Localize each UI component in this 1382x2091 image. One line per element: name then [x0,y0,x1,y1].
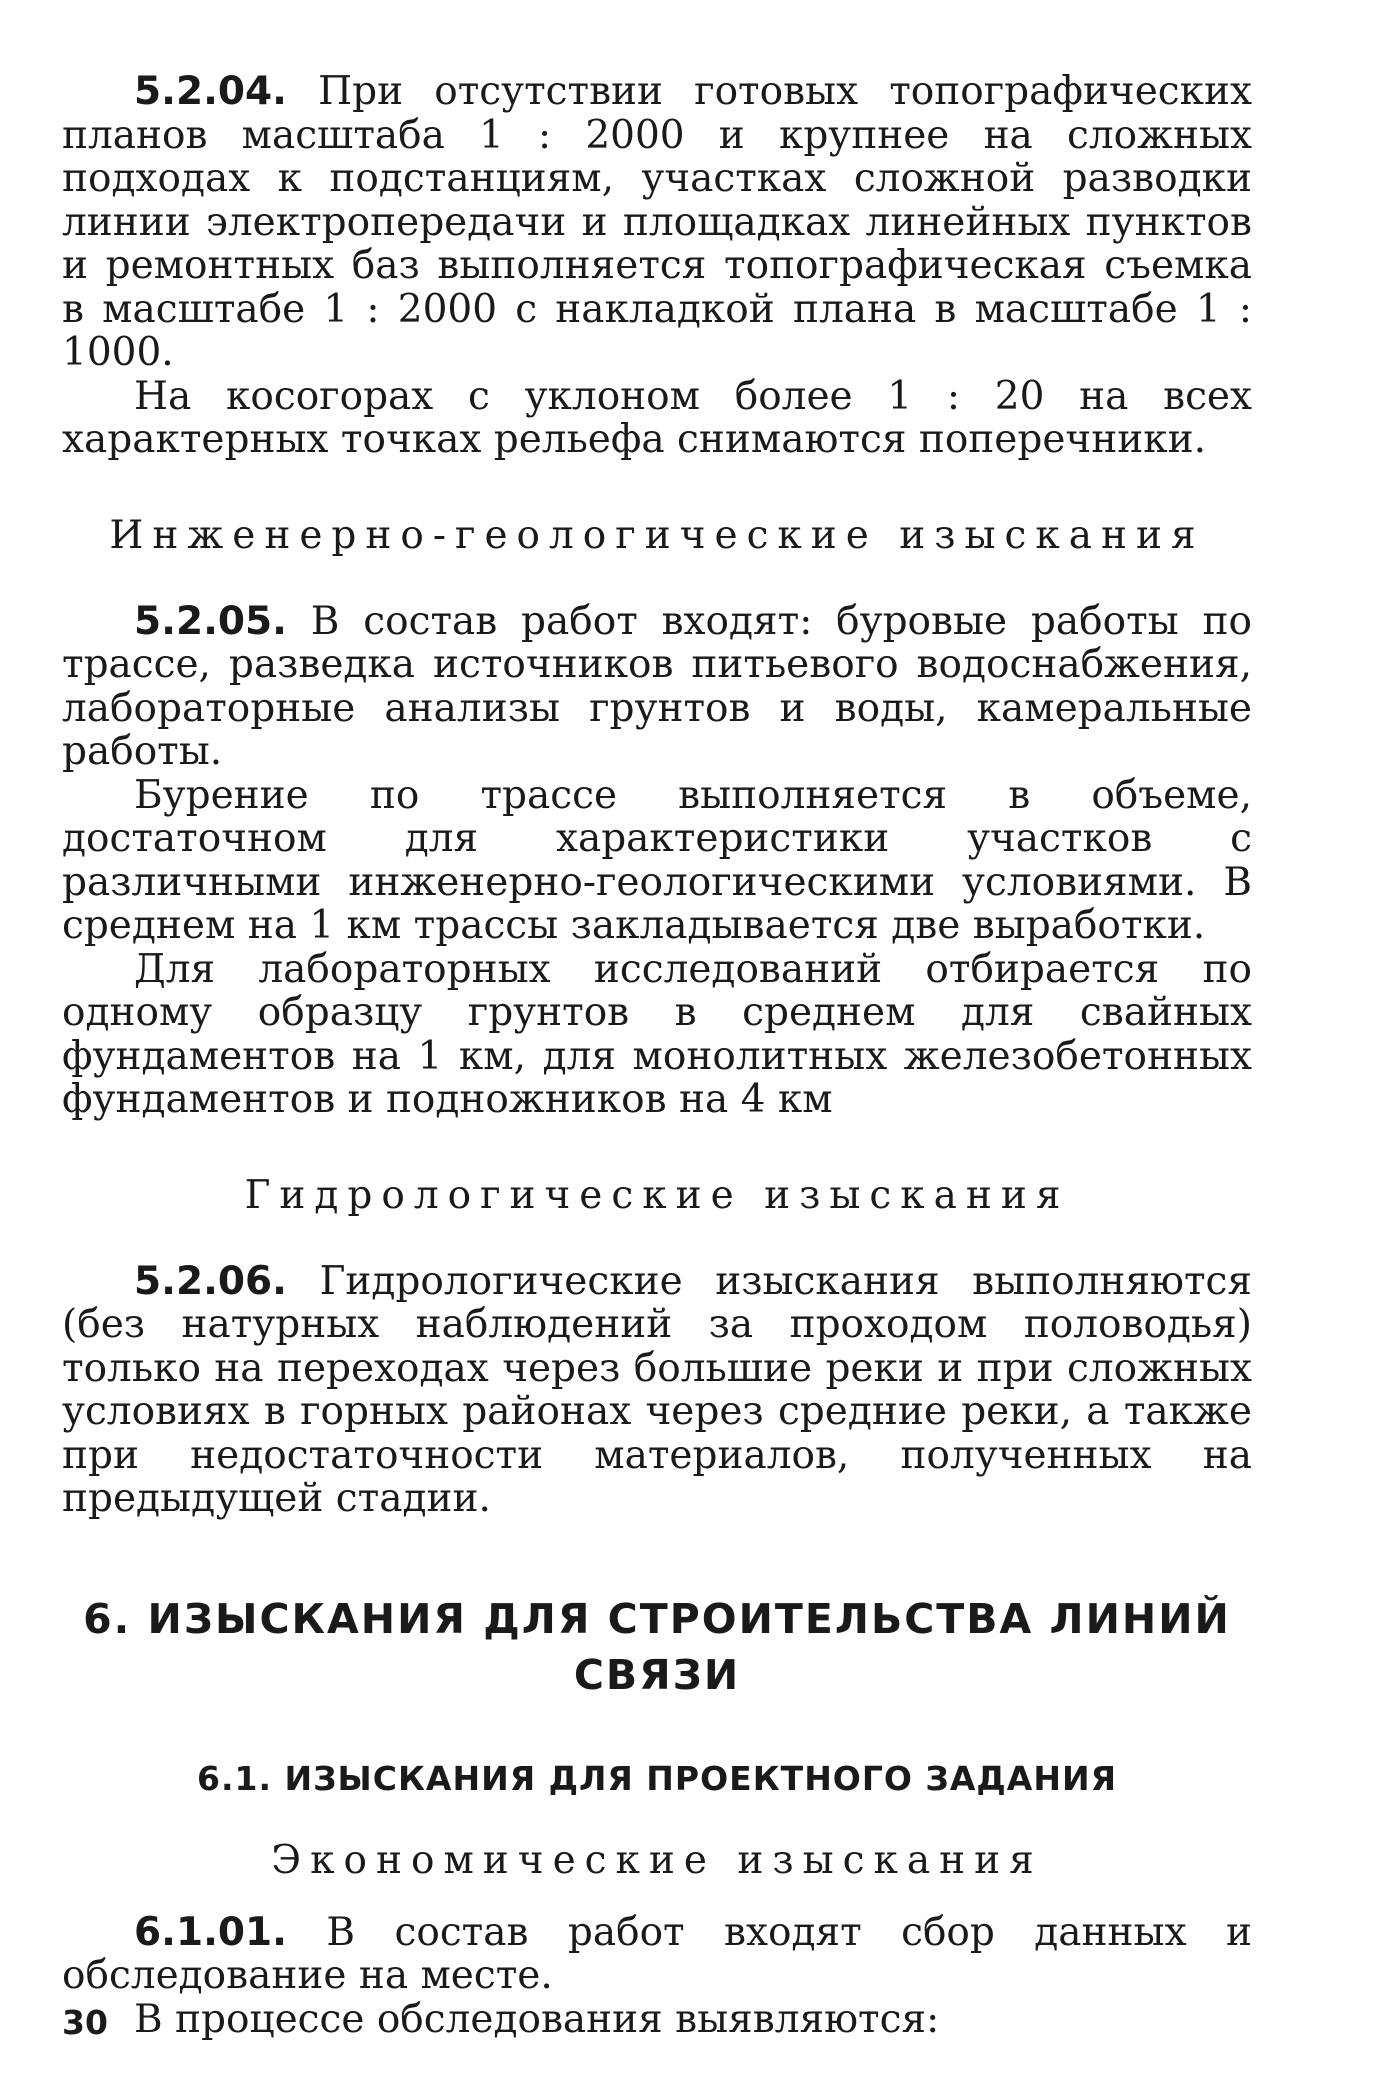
page-content [62,70,1252,2041]
clause-number: 6.1.01. [134,1909,287,1955]
subheading-hydrology: Гидрологические изыскания [244,1172,1070,1218]
paragraph-text: Для лабораторных исследований отбирается по одному образцу грунтов в среднем для свайных фундаментов на 1 км, для монолитных железобетонных фундаментов и подножников на 4 км [62,946,1252,1122]
paragraph-5-2-04 [62,70,1252,375]
subheading-economic: Экономические изыскания [271,1837,1043,1883]
paragraph-slopes [62,375,1252,462]
subheading-engineering-geology: Инженерно-геологические изыскания [109,512,1205,558]
paragraph-text: На косогорах с уклоном более 1 : 20 на всех характерных точках рельефа снимаются поперечники. [62,373,1252,462]
paragraph-text: В процессе обследования выявляются: [134,1996,940,2042]
clause-number: 5.2.06. [134,1258,287,1304]
page-number: 30 [62,2003,108,2042]
clause-number: 5.2.04. [134,69,287,114]
paragraph-drilling [62,774,1252,948]
paragraph-text: Бурение по трассе выполняется в объеме, достаточном для характеристики участков с различными инженерно-геологическими условиями. В среднем на 1 км трассы закладывается две выработки. [62,772,1252,948]
paragraph-6-1-01 [62,1911,1252,1998]
chapter-heading-line: СВЯЗИ [573,1650,741,1699]
chapter-heading-line: 6. ИЗЫСКАНИЯ ДЛЯ СТРОИТЕЛЬСТВА ЛИНИЙ [83,1594,1231,1643]
chapter-heading [62,1591,1252,1703]
section-heading: 6.1. ИЗЫСКАНИЯ ДЛЯ ПРОЕКТНОГО ЗАДАНИЯ [197,1758,1117,1798]
paragraph-5-2-05 [62,600,1252,774]
paragraph-text: В состав работ входят: буровые работы по трассе, разведка источников питьевого водоснабжения, лабораторные анализы грунтов и воды, камеральные работы. [62,598,1252,774]
paragraph-text: При отсутствии готовых топографических планов масштаба 1 : 2000 и крупнее на сложных подходах к подстанциям, участках сложной разводки линии электропередачи и площадках линейных пунктов и ремонтных баз выполняется топографическая съемка в масштабе 1 : 2000 с накладкой плана в масштабе 1 : 1000. [62,69,1252,375]
paragraph-5-2-06 [62,1260,1252,1521]
paragraph-text: В состав работ входят сбор данных и обследование на месте. [62,1909,1252,1998]
paragraph-lab-samples [62,948,1252,1122]
clause-number: 5.2.05. [134,598,287,644]
paragraph-text: Гидрологические изыскания выполняются (без натурных наблюдений за проходом половодья) только на переходах через большие реки и при сложных условиях в горных районах через средние реки, а также при недостаточности материалов, полученных на предыдущей стадии. [62,1258,1252,1521]
paragraph-survey [62,1998,1252,2042]
